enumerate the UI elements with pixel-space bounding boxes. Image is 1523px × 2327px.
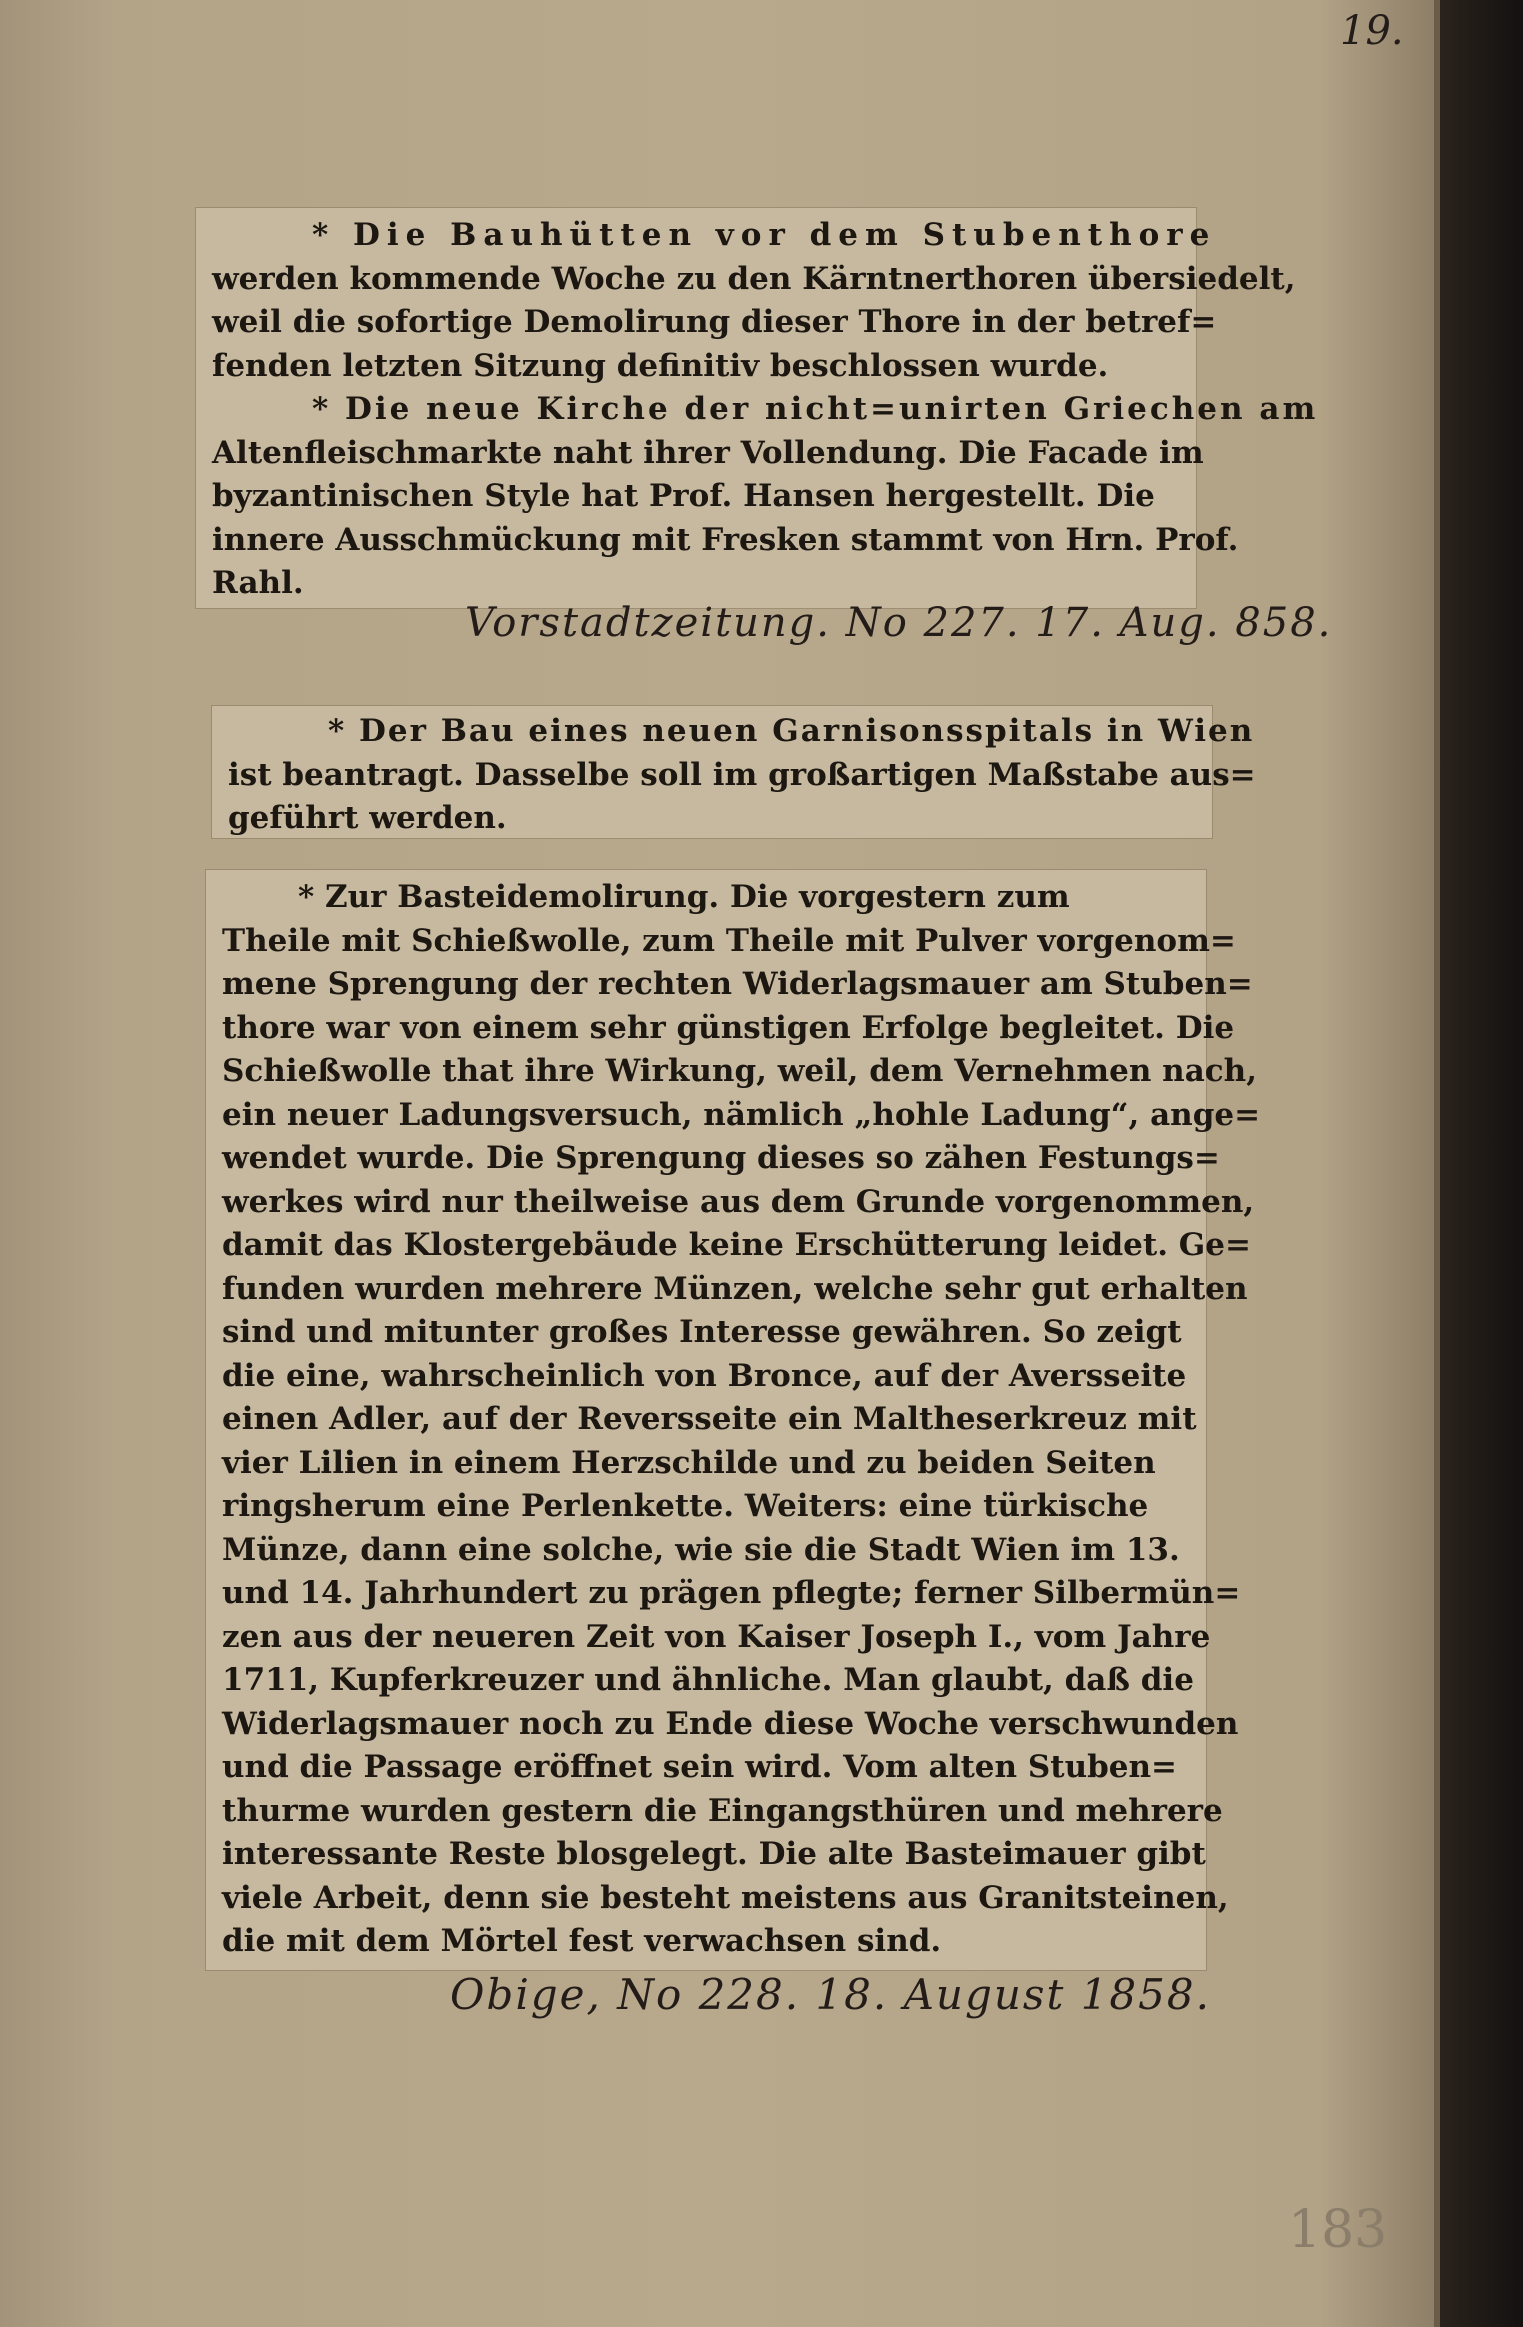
clipping-3-line: einen Adler, auf der Reversseite ein Maltheserkreuz mit — [222, 1401, 1197, 1437]
clipping-3-line: Theile mit Schießwolle, zum Theile mit Pulver vorgenom= — [222, 922, 1236, 959]
clipping-1-line: * Die Bauhütten vor dem Stubenthore — [312, 217, 1217, 253]
clipping-3-line: 1711, Kupferkreuzer und ähnliche. Man glaubt, daß die — [222, 1662, 1194, 1698]
clipping-3-line: Münze, dann eine solche, wie sie die Stadt Wien im 13. — [222, 1531, 1180, 1568]
clipping-3-line: thurme wurden gestern die Eingangsthüren und mehrere — [222, 1792, 1223, 1829]
clipping-3-line: thore war von einem sehr günstigen Erfolge begleitet. Die — [222, 1009, 1235, 1046]
clipping-2-line: ist beantragt. Dasselbe soll im großartigen Maßstabe aus= — [228, 756, 1256, 793]
clipping-1-line: innere Ausschmückung mit Fresken stammt von Hrn. Prof. — [212, 521, 1239, 558]
newspaper-clipping-1 — [196, 208, 1319, 608]
clipping-3-line: wendet wurde. Die Sprengung dieses so zähen Festungs= — [222, 1140, 1220, 1176]
clipping-3-line: sind und mitunter großes Interesse gewähren. So zeigt — [222, 1314, 1182, 1350]
clipping-1-line: byzantinischen Style hat Prof. Hansen hergestellt. Die — [212, 478, 1155, 514]
clipping-1-line: fenden letzten Sitzung definitiv beschlossen wurde. — [212, 347, 1109, 384]
clipping-3-line: Schießwolle that ihre Wirkung, weil, dem Vernehmen nach, — [222, 1053, 1257, 1089]
clipping-2-line: geführt werden. — [228, 800, 507, 836]
pencil-folio-number: 183 — [1288, 2200, 1388, 2260]
binding-edge — [1440, 0, 1523, 2327]
clipping-3-line: und 14. Jahrhundert zu prägen pflegte; ferner Silbermün= — [222, 1575, 1241, 1611]
clipping-2-line: * Der Bau eines neuen Garnisonsspitals in Wien — [328, 713, 1255, 749]
clipping-1-line: werden kommende Woche zu den Kärntnerthoren übersiedelt, — [212, 260, 1296, 297]
clipping-3-line: viele Arbeit, denn sie besteht meistens aus Granitsteinen, — [222, 1879, 1229, 1916]
newspaper-clipping-3 — [206, 870, 1261, 1970]
page-number: 19. — [1340, 8, 1404, 54]
clipping-3-line: die mit dem Mörtel fest verwachsen sind. — [222, 1923, 942, 1959]
clipping-1-line: weil die sofortige Demolirung dieser Thore in der betref= — [212, 304, 1217, 340]
handwritten-source-note-1: Vorstadtzeitung. No 227. 17. Aug. 858. — [465, 600, 1333, 646]
clipping-1-line: Rahl. — [212, 565, 304, 601]
clipping-3-line: Widerlagsmauer noch zu Ende diese Woche verschwunden — [222, 1705, 1239, 1742]
clipping-3-line: vier Lilien in einem Herzschilde und zu beiden Seiten — [222, 1444, 1156, 1481]
newspaper-clipping-2 — [212, 706, 1256, 838]
clipping-3-line: damit das Klostergebäude keine Erschütterung leidet. Ge= — [222, 1227, 1251, 1263]
handwritten-source-note-2: Obige, No 228. 18. August 1858. — [450, 1970, 1211, 2019]
clipping-3-line: die eine, wahrscheinlich von Bronce, auf der Aversseite — [222, 1357, 1187, 1394]
clipping-3-line: * Zur Basteidemolirung. Die vorgestern zum — [298, 879, 1070, 915]
clipping-3-line: und die Passage eröffnet sein wird. Vom alten Stuben= — [222, 1749, 1178, 1785]
clipping-3-line: mene Sprengung der rechten Widerlagsmauer am Stuben= — [222, 966, 1253, 1002]
clipping-1-line: * Die neue Kirche der nicht=unirten Griechen am — [312, 391, 1319, 427]
clipping-3-line: werkes wird nur theilweise aus dem Grunde vorgenommen, — [222, 1183, 1255, 1220]
clipping-3-line: zen aus der neueren Zeit von Kaiser Joseph I., vom Jahre — [222, 1618, 1211, 1655]
clipping-3-line: funden wurden mehrere Münzen, welche sehr gut erhalten — [222, 1270, 1248, 1307]
clipping-3-line: ringsherum eine Perlenkette. Weiters: eine türkische — [222, 1488, 1149, 1524]
clipping-1-line: Altenfleischmarkte naht ihrer Vollendung. Die Facade im — [212, 434, 1204, 471]
clipping-3-line: ein neuer Ladungsversuch, nämlich „hohle Ladung“, ange= — [222, 1096, 1261, 1133]
clipping-3-line: interessante Reste blosgelegt. Die alte Basteimauer gibt — [222, 1836, 1206, 1872]
